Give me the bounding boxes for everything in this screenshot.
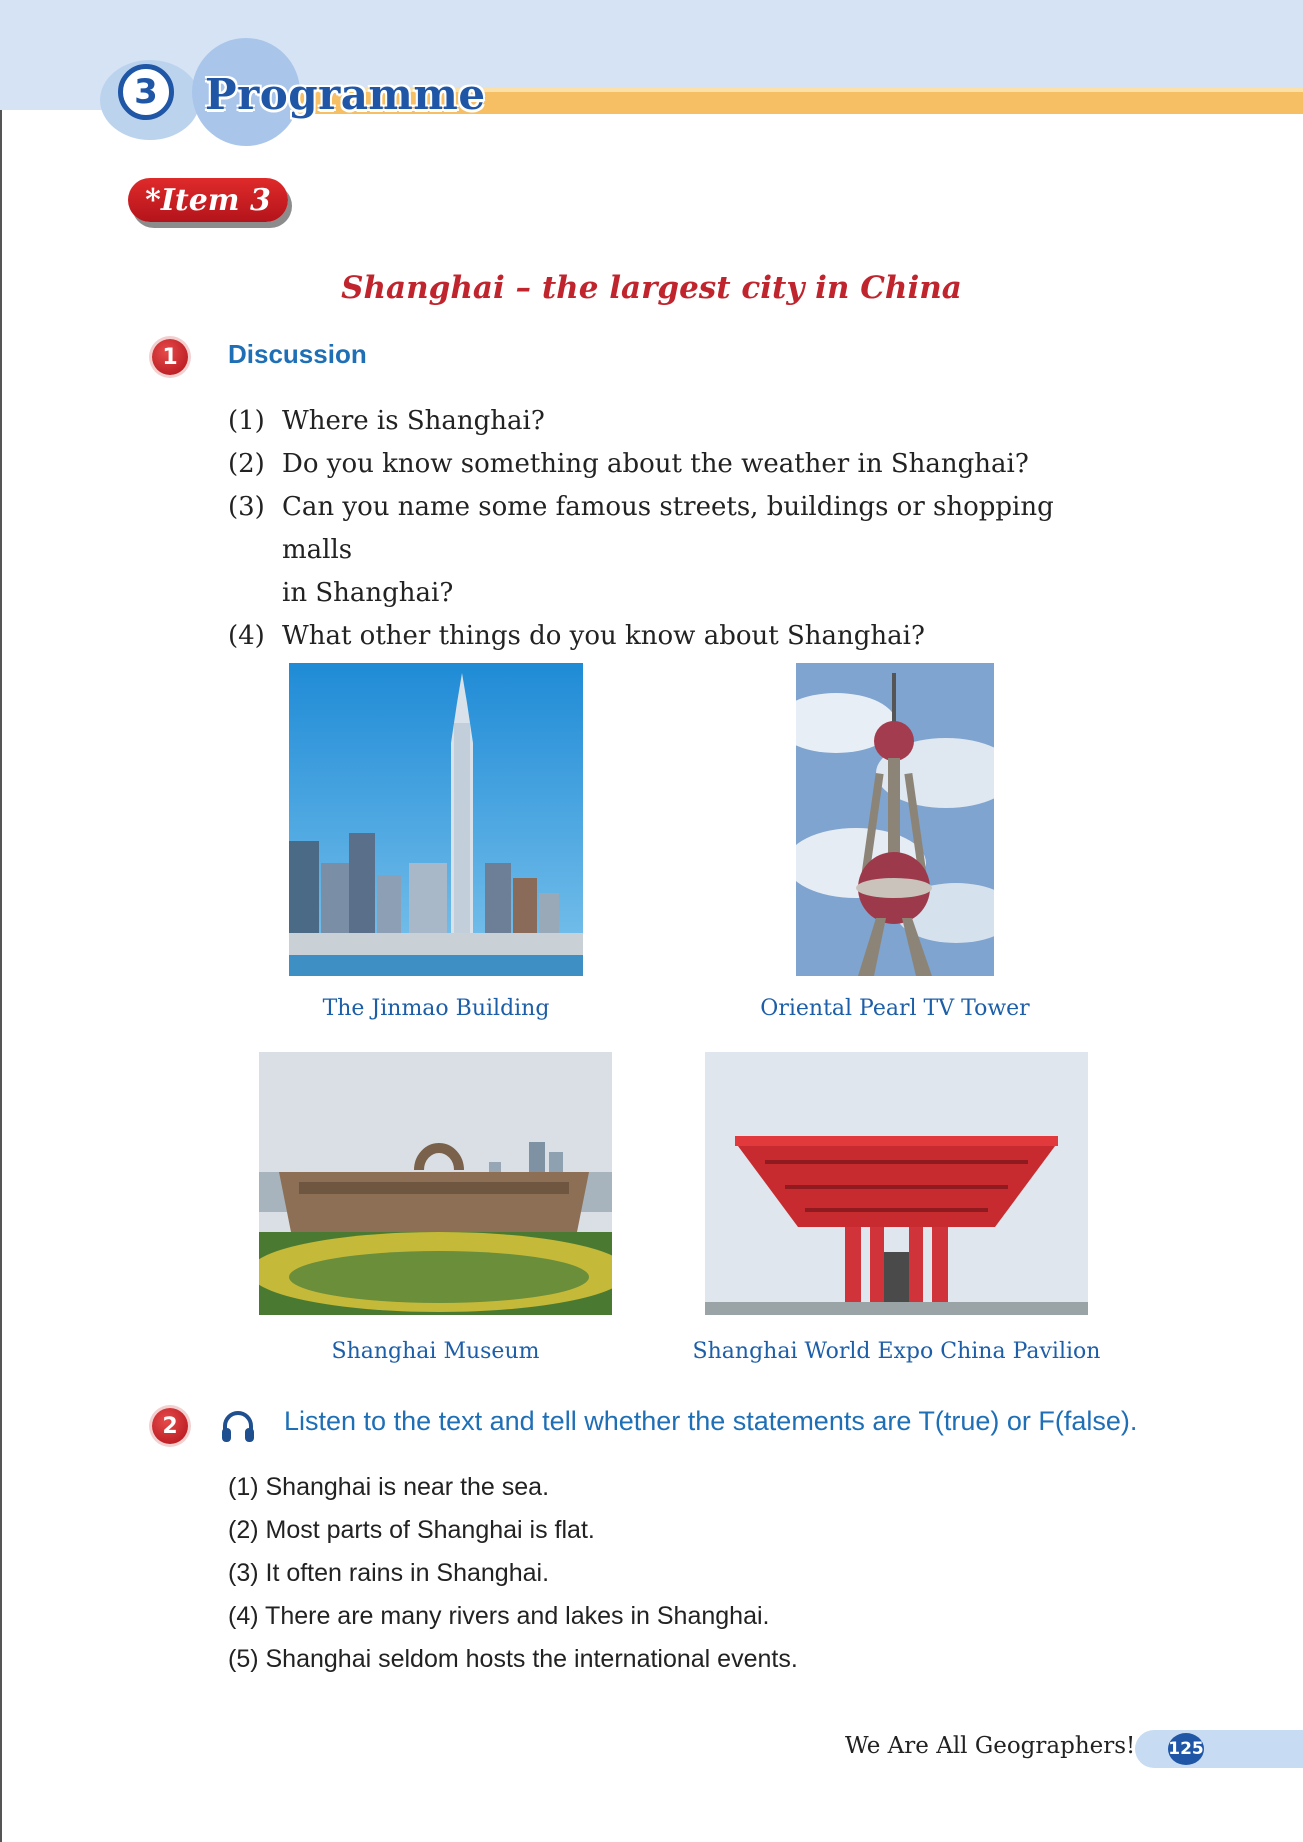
discussion-questions [228, 400, 1128, 658]
page-subtitle-text: Shanghai – the largest city in China [341, 270, 962, 306]
question-item [228, 615, 1128, 658]
question-text: What other things do you know about Shanghai? [282, 621, 925, 651]
item-badge: *Item 3 [128, 178, 288, 222]
jinmao-building-image [289, 663, 583, 976]
question-item-continued [228, 572, 1128, 615]
question-number: (1) [228, 406, 265, 436]
photo-oriental-pearl [796, 663, 994, 976]
caption-jinmao: The Jinmao Building [322, 996, 550, 1021]
question-item [228, 486, 1128, 572]
caption-shanghai-museum: Shanghai Museum [331, 1339, 540, 1364]
question-item [228, 400, 1128, 443]
china-pavilion-image [705, 1052, 1088, 1315]
question-number: (3) [228, 492, 265, 522]
shanghai-museum-image [259, 1052, 612, 1315]
oriental-pearl-image [796, 663, 994, 976]
photo-jinmao-building [289, 663, 583, 976]
discussion-heading: Discussion [228, 339, 367, 369]
statement-item: (4) There are many rivers and lakes in Shanghai. [228, 1602, 770, 1630]
question-number: (2) [228, 449, 265, 479]
question-text-continued: in Shanghai? [282, 578, 454, 608]
question-number: (4) [228, 621, 265, 651]
statement-item: (5) Shanghai seldom hosts the international events. [228, 1645, 798, 1673]
page-subtitle [0, 270, 1303, 306]
headphones-icon [218, 1406, 258, 1446]
footer-page-tab [1135, 1730, 1303, 1768]
caption-oriental-pearl: Oriental Pearl TV Tower [760, 996, 1030, 1021]
photo-shanghai-museum [259, 1052, 612, 1315]
question-text: Do you know something about the weather in Shanghai? [282, 449, 1029, 479]
question-item [228, 443, 1128, 486]
photo-china-pavilion [705, 1052, 1088, 1315]
question-text: Can you name some famous streets, buildings or shopping malls [282, 492, 1054, 565]
footer-book-title: We Are All Geographers! [845, 1733, 1136, 1759]
question-text: Where is Shanghai? [282, 406, 545, 436]
listening-instruction: Listen to the text and tell whether the statements are T(true) or F(false). [284, 1406, 1138, 1436]
page-number: 125 [1168, 1733, 1204, 1765]
statement-list [228, 1466, 798, 1681]
section-number-2: 2 [152, 1408, 188, 1444]
statement-item: (2) Most parts of Shanghai is flat. [228, 1516, 595, 1544]
statement-item: (3) It often rains in Shanghai. [228, 1559, 550, 1587]
caption-china-pavilion: Shanghai World Expo China Pavilion [692, 1339, 1101, 1364]
section-number-1: 1 [152, 339, 188, 375]
unit-number: 3 [118, 64, 174, 120]
unit-title: Programme [205, 70, 486, 119]
statement-item: (1) Shanghai is near the sea. [228, 1473, 550, 1501]
